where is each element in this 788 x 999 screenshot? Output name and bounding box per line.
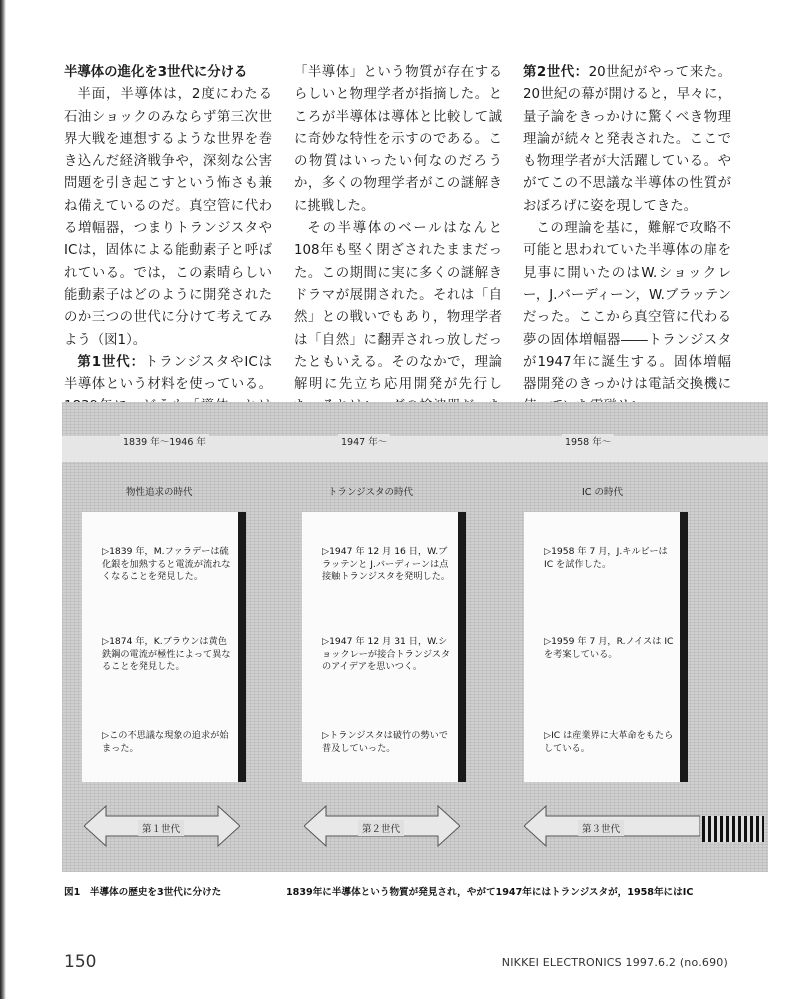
era-date: 1947 年～ bbox=[338, 434, 390, 448]
era-date: 1958 年～ bbox=[562, 434, 614, 448]
figure-caption-label: 図1 半導体の歴史を3世代に分けた bbox=[64, 887, 222, 898]
era-label: 物性追求の時代 bbox=[126, 487, 193, 498]
era-name: 第３世代 bbox=[578, 820, 624, 836]
era-name: 第２世代 bbox=[358, 820, 404, 836]
era-panel-1 bbox=[82, 512, 238, 782]
era-label: トランジスタの時代 bbox=[328, 487, 413, 498]
era-panel-2 bbox=[302, 512, 458, 782]
panel-shadow bbox=[238, 512, 246, 782]
event-text: ▷1959 年 7 月，R.ノイスは IC を考案している。 bbox=[544, 636, 674, 660]
journal-footer: NIKKEI ELECTRONICS 1997.6.2 (no.690) bbox=[501, 956, 728, 969]
text-column-3 bbox=[523, 62, 731, 419]
panel-shadow bbox=[680, 512, 688, 782]
paragraph: 半面，半導体は，2度にわたる石油ショックのみならず第三次世界大戦を連想するような世界を巻き込んだ経済戦争や，深刻な公害問題を引き起こすという怖さも兼ね備えているのだ。真空管に代わる増幅器，つまりトランジスタやICは，固体による能動素子と呼ばれている。では，この素晴らしい能動素子はどのように開発されたのか三つの世代に分けて考えてみよう（図1）。 bbox=[64, 87, 272, 348]
text-column-1 bbox=[64, 62, 272, 441]
section-heading: 半導体の進化を3世代に分ける bbox=[64, 65, 248, 80]
era-label: IC の時代 bbox=[582, 487, 623, 498]
event-text: ▷1874 年，K.ブラウンは黄色鉄鋼の電流が極性によって異なることを発見した。 bbox=[102, 636, 231, 673]
paragraph: 「半導体」という物質が存在するらしいと物理学者が指摘した。ところが半導体は導体と比較して誠に奇妙な特性を示すのである。この物質はいったい何なのだろうか，多くの物理学者がこの謎解きに挑戦した。 bbox=[294, 65, 502, 214]
timeline-bars bbox=[702, 816, 764, 842]
event-text: ▷1947 年 12 月 16 日，W.ブラッテンと J.バーディーンは点接触トランジスタを発明した。 bbox=[322, 546, 451, 583]
panel-shadow bbox=[458, 512, 466, 782]
text-column-2 bbox=[294, 62, 502, 441]
era-panel-3 bbox=[524, 512, 680, 782]
paragraph-text: 20世紀がやって来た。20世紀の幕が開けると，早々に，量子論をきっかけに驚くべき物理理論が続々と発表された。ここでも物理学者が大活躍している。やがてこの不思議な半導体の性質がおぼろげに姿を現してきた。 bbox=[523, 65, 731, 214]
paragraph bbox=[523, 62, 731, 218]
paragraph-text: トランジスタやICは半導体という材料を使っている。 bbox=[64, 354, 272, 393]
page-number: 150 bbox=[64, 952, 97, 972]
event-text: ▷IC は産業界に大革命をもたらしている。 bbox=[544, 730, 674, 754]
paragraph: この理論を基に，難解で攻略不可能と思われていた半導体の扉を見事に開いたのはW.ショックレー，J.バーディーン，W.ブラッテンだった。ここから真空管に代わる夢の固体増幅器――トランジスタが1947年に誕生する。固体増幅器開発のきっかけは電話交換機に bbox=[523, 221, 731, 393]
event-text: ▷1958 年 7 月，J.キルビーは IC を試作した。 bbox=[544, 546, 668, 570]
event-text: ▷トランジスタは破竹の勢いで普及していった。 bbox=[322, 730, 448, 754]
era-name: 第１世代 bbox=[138, 820, 184, 836]
event-text: ▷1947 年 12 月 31 日，W.ショックレーが接合トランジスタのアイデアを思いつく。 bbox=[322, 636, 451, 673]
figure-caption-text: 1839年に半導体という物質が発見され，やがて1947年にはトランジスタが，1958年にはIC bbox=[286, 887, 694, 898]
event-text: ▷この不思議な現象の追求が始まった。 bbox=[102, 730, 229, 754]
paragraph: その半導体のベールはなんと108年も堅く閉ざされたままだった。この期間に実に多くの謎解きドラマが展開された。それは「自然」との戦いでもあり，物理学者は「自然」に翻弄されっ放しだったともいえる。そのなかで，理論解明に先立ち応用開発が先行し bbox=[294, 221, 502, 393]
lead-term: 第2世代： bbox=[523, 65, 589, 80]
era-date: 1839 年～1946 年 bbox=[120, 434, 209, 448]
figure-timeline bbox=[62, 402, 768, 872]
lead-term: 第1世代： bbox=[77, 354, 145, 370]
scan-edge bbox=[0, 0, 6, 999]
event-text: ▷1839 年，M.ファラデーは硫化銀を加熱すると電流が流れなくなることを発見した。 bbox=[102, 546, 231, 583]
